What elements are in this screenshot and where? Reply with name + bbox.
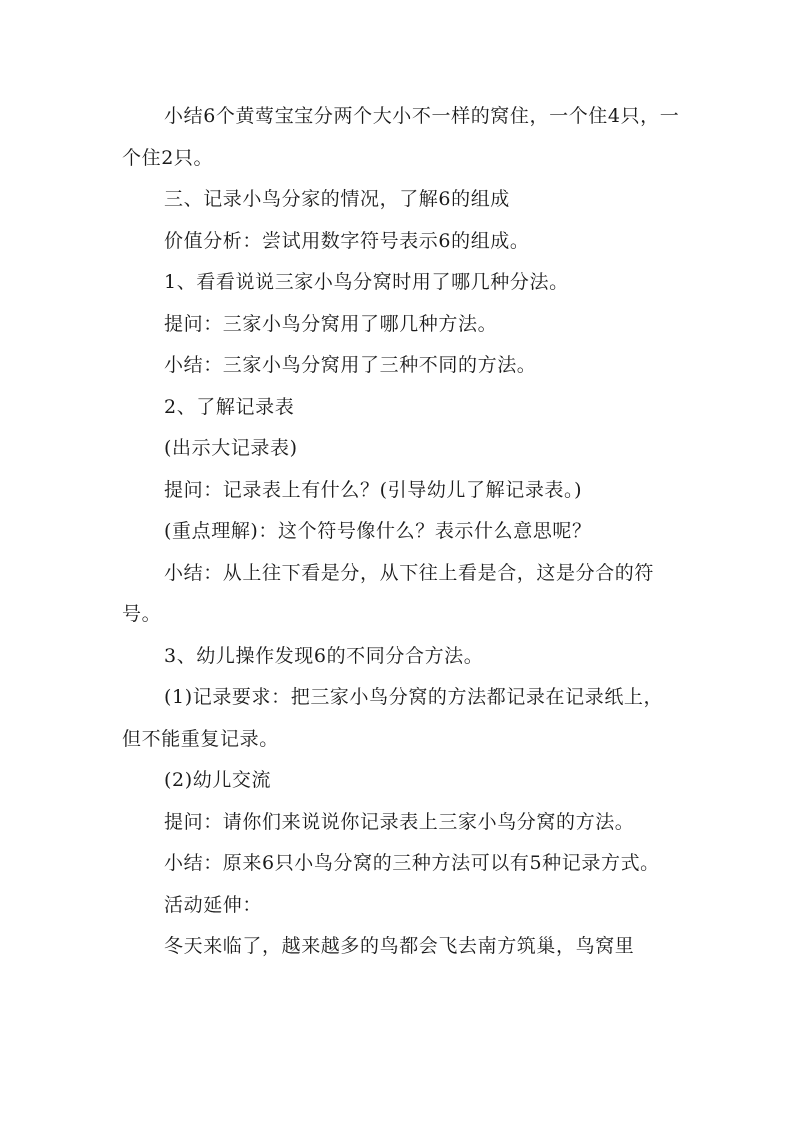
paragraph-step-3: 3、幼儿操作发现6的不同分合方法。 xyxy=(164,644,484,667)
paragraph-question-3: 提问：请你们来说说你记录表上三家小鸟分窝的方法。 xyxy=(164,810,635,833)
paragraph-record-requirement: (1)记录要求：把三家小鸟分窝的方法都记录在记录纸上，但不能重复记录。 xyxy=(122,686,664,750)
paragraph-summary-orioles: 小结6个黄莺宝宝分两个大小不一样的窝住，一个住4只，一个住2只。 xyxy=(122,105,680,169)
paragraph-child-exchange: (2)幼儿交流 xyxy=(164,769,272,791)
paragraph-question-1: 提问：三家小鸟分窝用了哪几种方法。 xyxy=(164,312,498,335)
paragraph-activity-extension: 活动延伸： xyxy=(164,893,263,916)
paragraph-step-2: 2、了解记录表 xyxy=(164,395,295,418)
paragraph-summary-1: 小结：三家小鸟分窝用了三种不同的方法。 xyxy=(164,354,537,376)
paragraph-step-1: 1、看看说说三家小鸟分窝时用了哪几种分法。 xyxy=(164,271,569,293)
paragraph-summary-3: 小结：原来6只小鸟分窝的三种方法可以有5种记录方式。 xyxy=(164,852,660,874)
paragraph-question-2: 提问：记录表上有什么？(引导幼儿了解记录表。) xyxy=(164,478,583,501)
paragraph-winter: 冬天来临了，越来越多的鸟都会飞去南方筑巢，鸟窝里 xyxy=(164,935,635,957)
paragraph-value-analysis: 价值分析：尝试用数字符号表示6的组成。 xyxy=(164,229,530,252)
document-body xyxy=(122,96,680,968)
paragraph-show-table: (出示大记录表) xyxy=(164,437,298,459)
section-heading-three: 三、记录小鸟分家的情况，了解6的组成 xyxy=(164,188,510,210)
paragraph-key-understanding: (重点理解)：这个符号像什么？表示什么意思呢？ xyxy=(164,520,592,542)
paragraph-summary-2: 小结：从上往下看是分，从下往上看是合，这是分合的符号。 xyxy=(122,561,655,625)
